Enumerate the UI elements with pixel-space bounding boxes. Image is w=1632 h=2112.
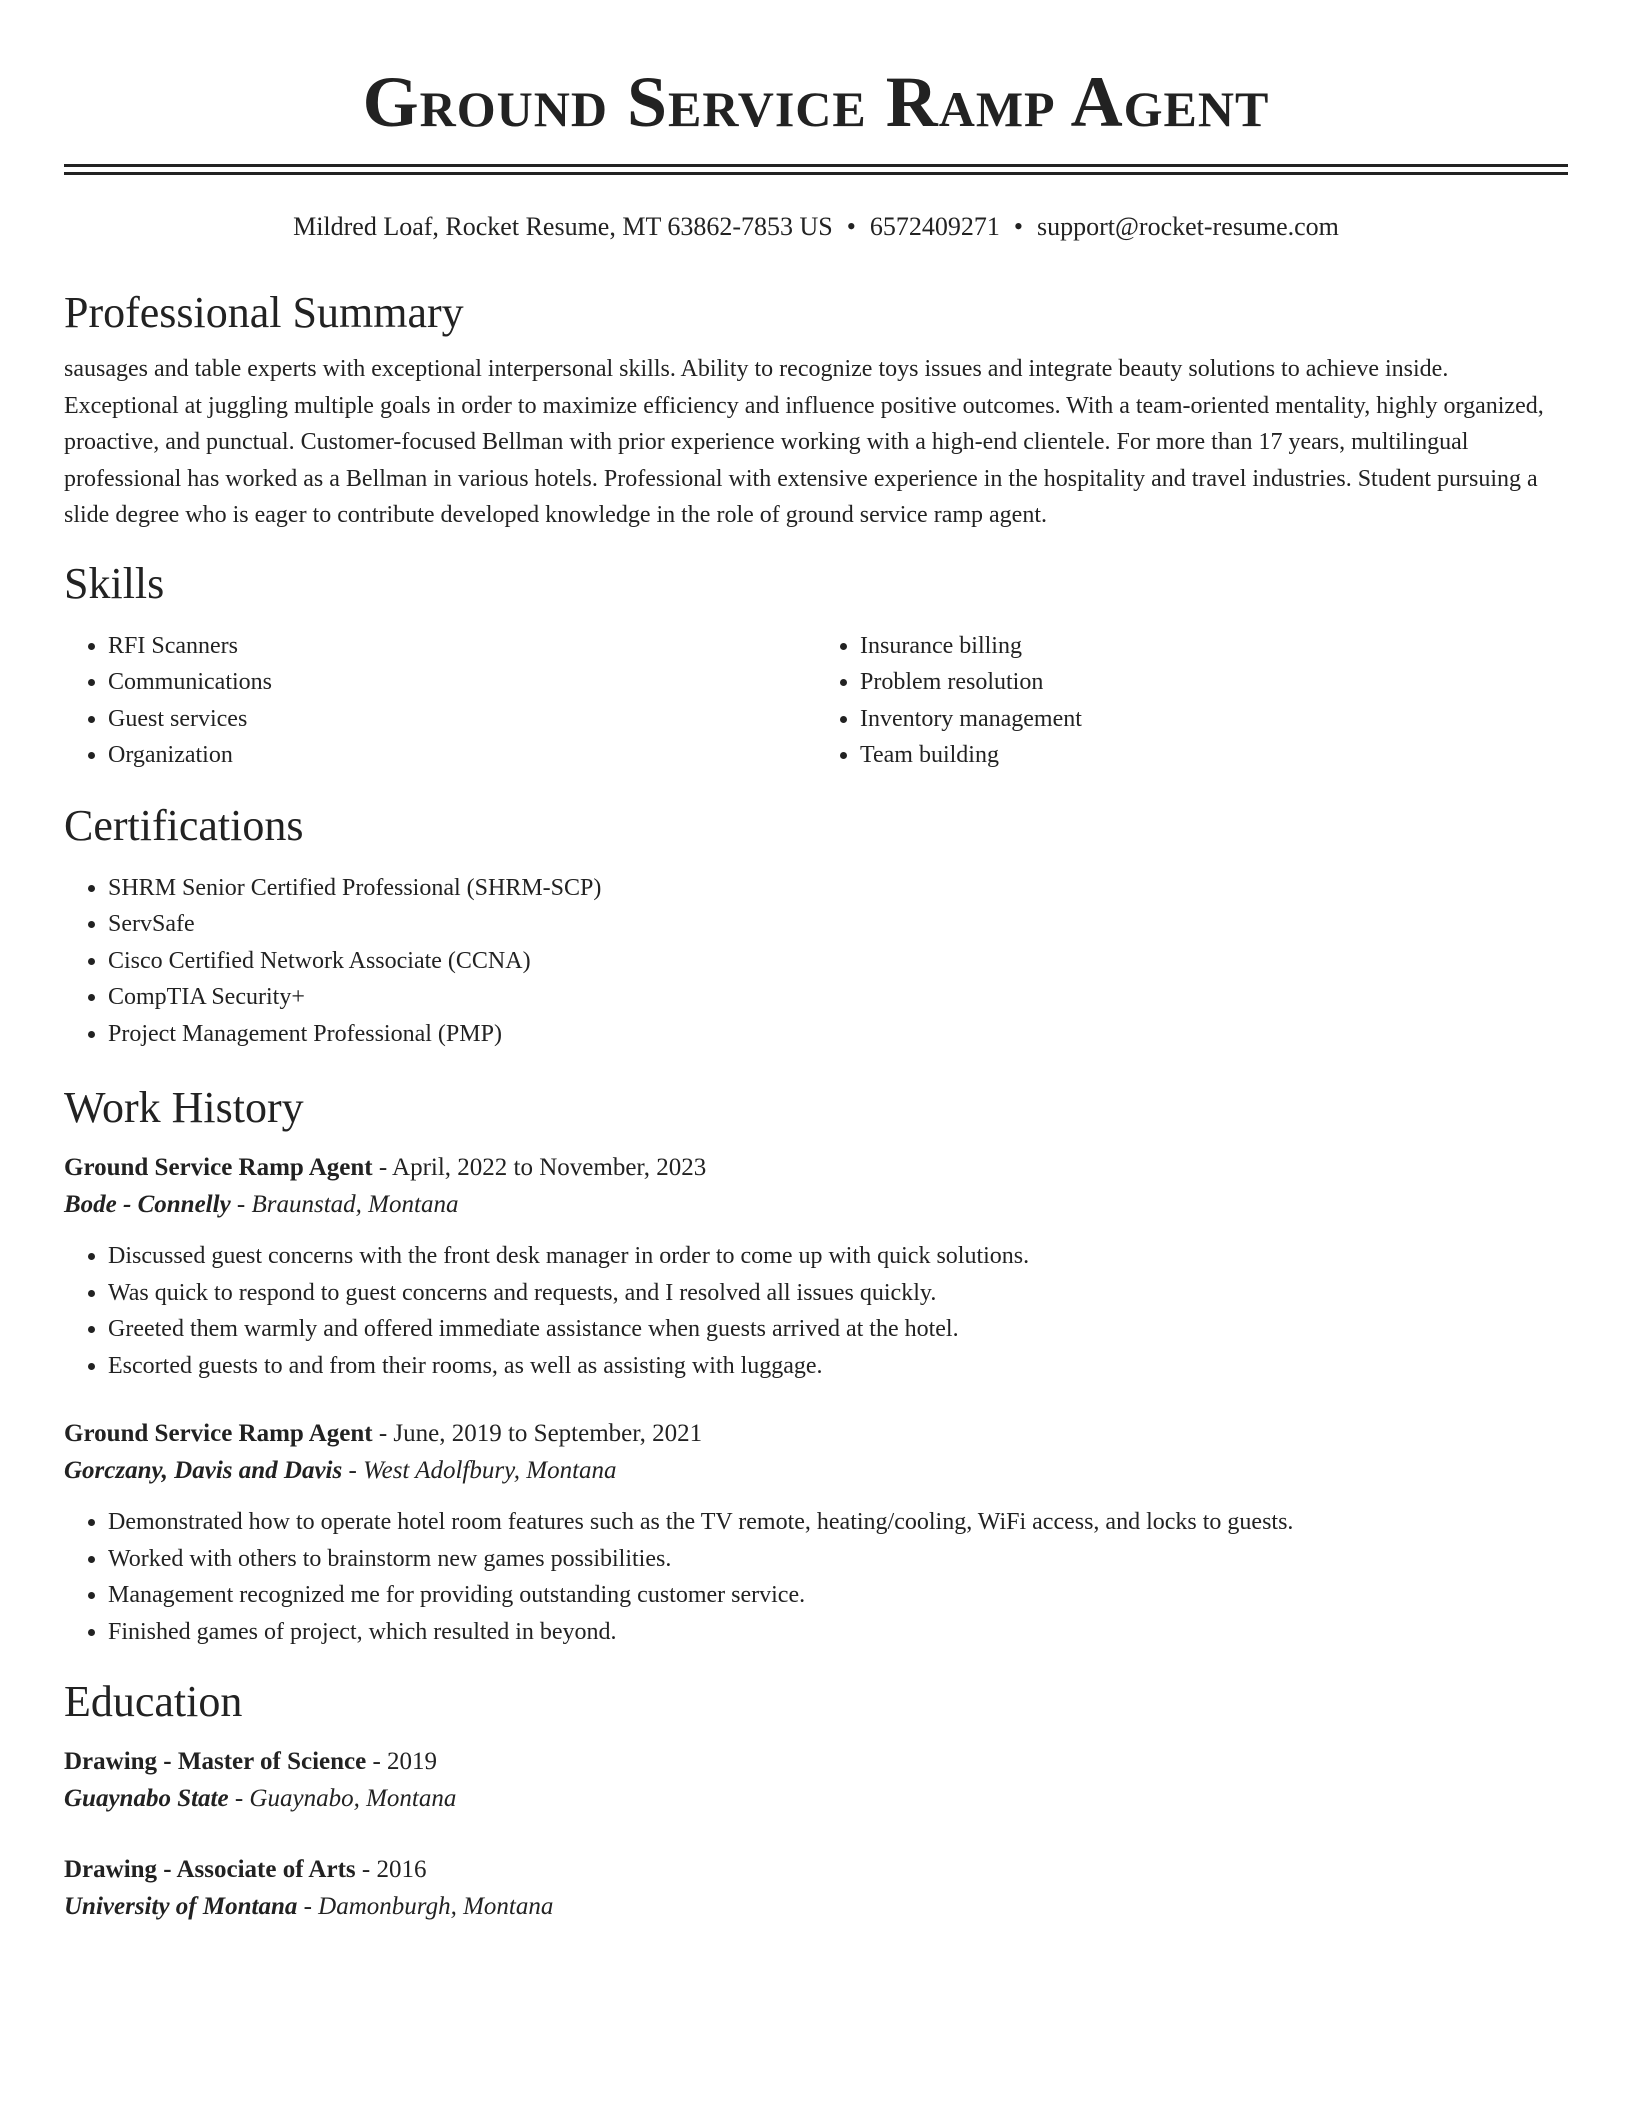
education-heading: Education — [64, 1677, 243, 1726]
degree: Drawing - Associate of Arts — [64, 1856, 356, 1883]
job-company-line — [64, 1186, 1568, 1224]
job-title: Ground Service Ramp Agent — [64, 1420, 373, 1447]
certification-item: • SHRM Senior Certified Professional (SHRM-SCP) — [108, 870, 1568, 907]
job-bullet: • Demonstrated how to operate hotel room features such as the TV remote, heating/cooling, WiFi access, and locks to guests. — [108, 1504, 1568, 1541]
skill-item: • Inventory management — [860, 701, 1568, 738]
education-entry — [64, 1852, 1568, 1926]
title-double-rule — [64, 164, 1568, 175]
skill-item: • Organization — [108, 737, 816, 774]
school-line — [64, 1780, 1568, 1818]
certification-item: • Project Management Professional (PMP) — [108, 1016, 1568, 1053]
skill-item: • Insurance billing — [860, 628, 1568, 665]
job-title: Ground Service Ramp Agent — [64, 1154, 373, 1181]
contact-address: Mildred Loaf, Rocket Resume, MT 63862-7853 US — [293, 212, 833, 241]
job-bullets — [64, 1504, 1568, 1650]
work-history-heading: Work History — [64, 1083, 304, 1132]
certification-item: • ServSafe — [108, 906, 1568, 943]
degree-line — [64, 1744, 1568, 1780]
contact-separator: • — [846, 212, 856, 241]
skill-item: • Communications — [108, 664, 816, 701]
school-location: - Damonburgh, Montana — [297, 1893, 554, 1920]
skill-item: • Guest services — [108, 701, 816, 738]
degree: Drawing - Master of Science — [64, 1748, 367, 1775]
school-line — [64, 1888, 1568, 1926]
school: University of Montana — [64, 1893, 298, 1920]
contact-line — [64, 209, 1568, 245]
degree-line — [64, 1852, 1568, 1888]
job-company-line — [64, 1452, 1568, 1490]
resume-title: Ground Service Ramp Agent — [362, 62, 1270, 142]
job-dates: - April, 2022 to November, 2023 — [372, 1154, 707, 1181]
job-bullet: • Worked with others to brainstorm new games possibilities. — [108, 1541, 1568, 1578]
certification-item: • CompTIA Security+ — [108, 979, 1568, 1016]
job-dates: - June, 2019 to September, 2021 — [372, 1420, 703, 1447]
education-entry — [64, 1744, 1568, 1818]
summary-text: sausages and table experts with exceptional interpersonal skills. Ability to recognize toys issues and integrate beauty solutions to achieve inside. Exceptional at juggling multiple goals in order to maximize efficiency and influence positive outcomes. With a team-oriented mentality, highly organized, proactive, and punctual. Customer-focused Bellman with prior experience working with a high-end clientele. For more than 17 years, multilingual professional has worked as a Bellman in various hotels. Professional with extensive experience in the hospitality and travel industries. Student pursuing a slide degree who is eager to contribute developed knowledge in the role of ground service ramp agent. — [64, 356, 1544, 528]
contact-separator: • — [1013, 212, 1023, 241]
degree-year: - 2016 — [355, 1856, 427, 1883]
contact-email: support@rocket-resume.com — [1036, 212, 1339, 241]
job-bullet: • Was quick to respond to guest concerns and requests, and I resolved all issues quickly. — [108, 1275, 1568, 1312]
job-bullet: • Management recognized me for providing outstanding customer service. — [108, 1577, 1568, 1614]
skills-heading: Skills — [64, 558, 165, 608]
job-company: Gorczany, Davis and Davis — [64, 1457, 343, 1484]
job-location: - Braunstad, Montana — [230, 1191, 459, 1218]
school-location: - Guaynabo, Montana — [228, 1785, 457, 1812]
job-company: Bode - Connelly — [64, 1191, 231, 1218]
job-bullet: • Discussed guest concerns with the front desk manager in order to come up with quick solutions. — [108, 1238, 1568, 1275]
skills-list-left — [64, 628, 816, 774]
contact-phone: 6572409271 — [869, 212, 1000, 241]
job-title-line — [64, 1416, 1568, 1452]
job-bullets — [64, 1238, 1568, 1384]
job-bullet: • Escorted guests to and from their rooms, as well as assisting with luggage. — [108, 1348, 1568, 1385]
job-bullet: • Greeted them warmly and offered immediate assistance when guests arrived at the hotel. — [108, 1311, 1568, 1348]
summary-heading: Professional Summary — [64, 288, 464, 337]
job-bullet: • Finished games of project, which resulted in beyond. — [108, 1614, 1568, 1651]
skill-item: • Team building — [860, 737, 1568, 774]
job-entry — [64, 1150, 1568, 1384]
job-title-line — [64, 1150, 1568, 1186]
skills-list-right — [816, 628, 1568, 774]
job-entry — [64, 1416, 1568, 1650]
degree-year: - 2019 — [366, 1748, 438, 1775]
certifications-list — [64, 870, 1568, 1053]
skill-item: • Problem resolution — [860, 664, 1568, 701]
school: Guaynabo State — [64, 1785, 229, 1812]
skills-columns — [64, 628, 1568, 774]
skill-item: • RFI Scanners — [108, 628, 816, 665]
certification-item: • Cisco Certified Network Associate (CCNA) — [108, 943, 1568, 980]
job-location: - West Adolfbury, Montana — [342, 1457, 617, 1484]
certifications-heading: Certifications — [64, 800, 304, 850]
